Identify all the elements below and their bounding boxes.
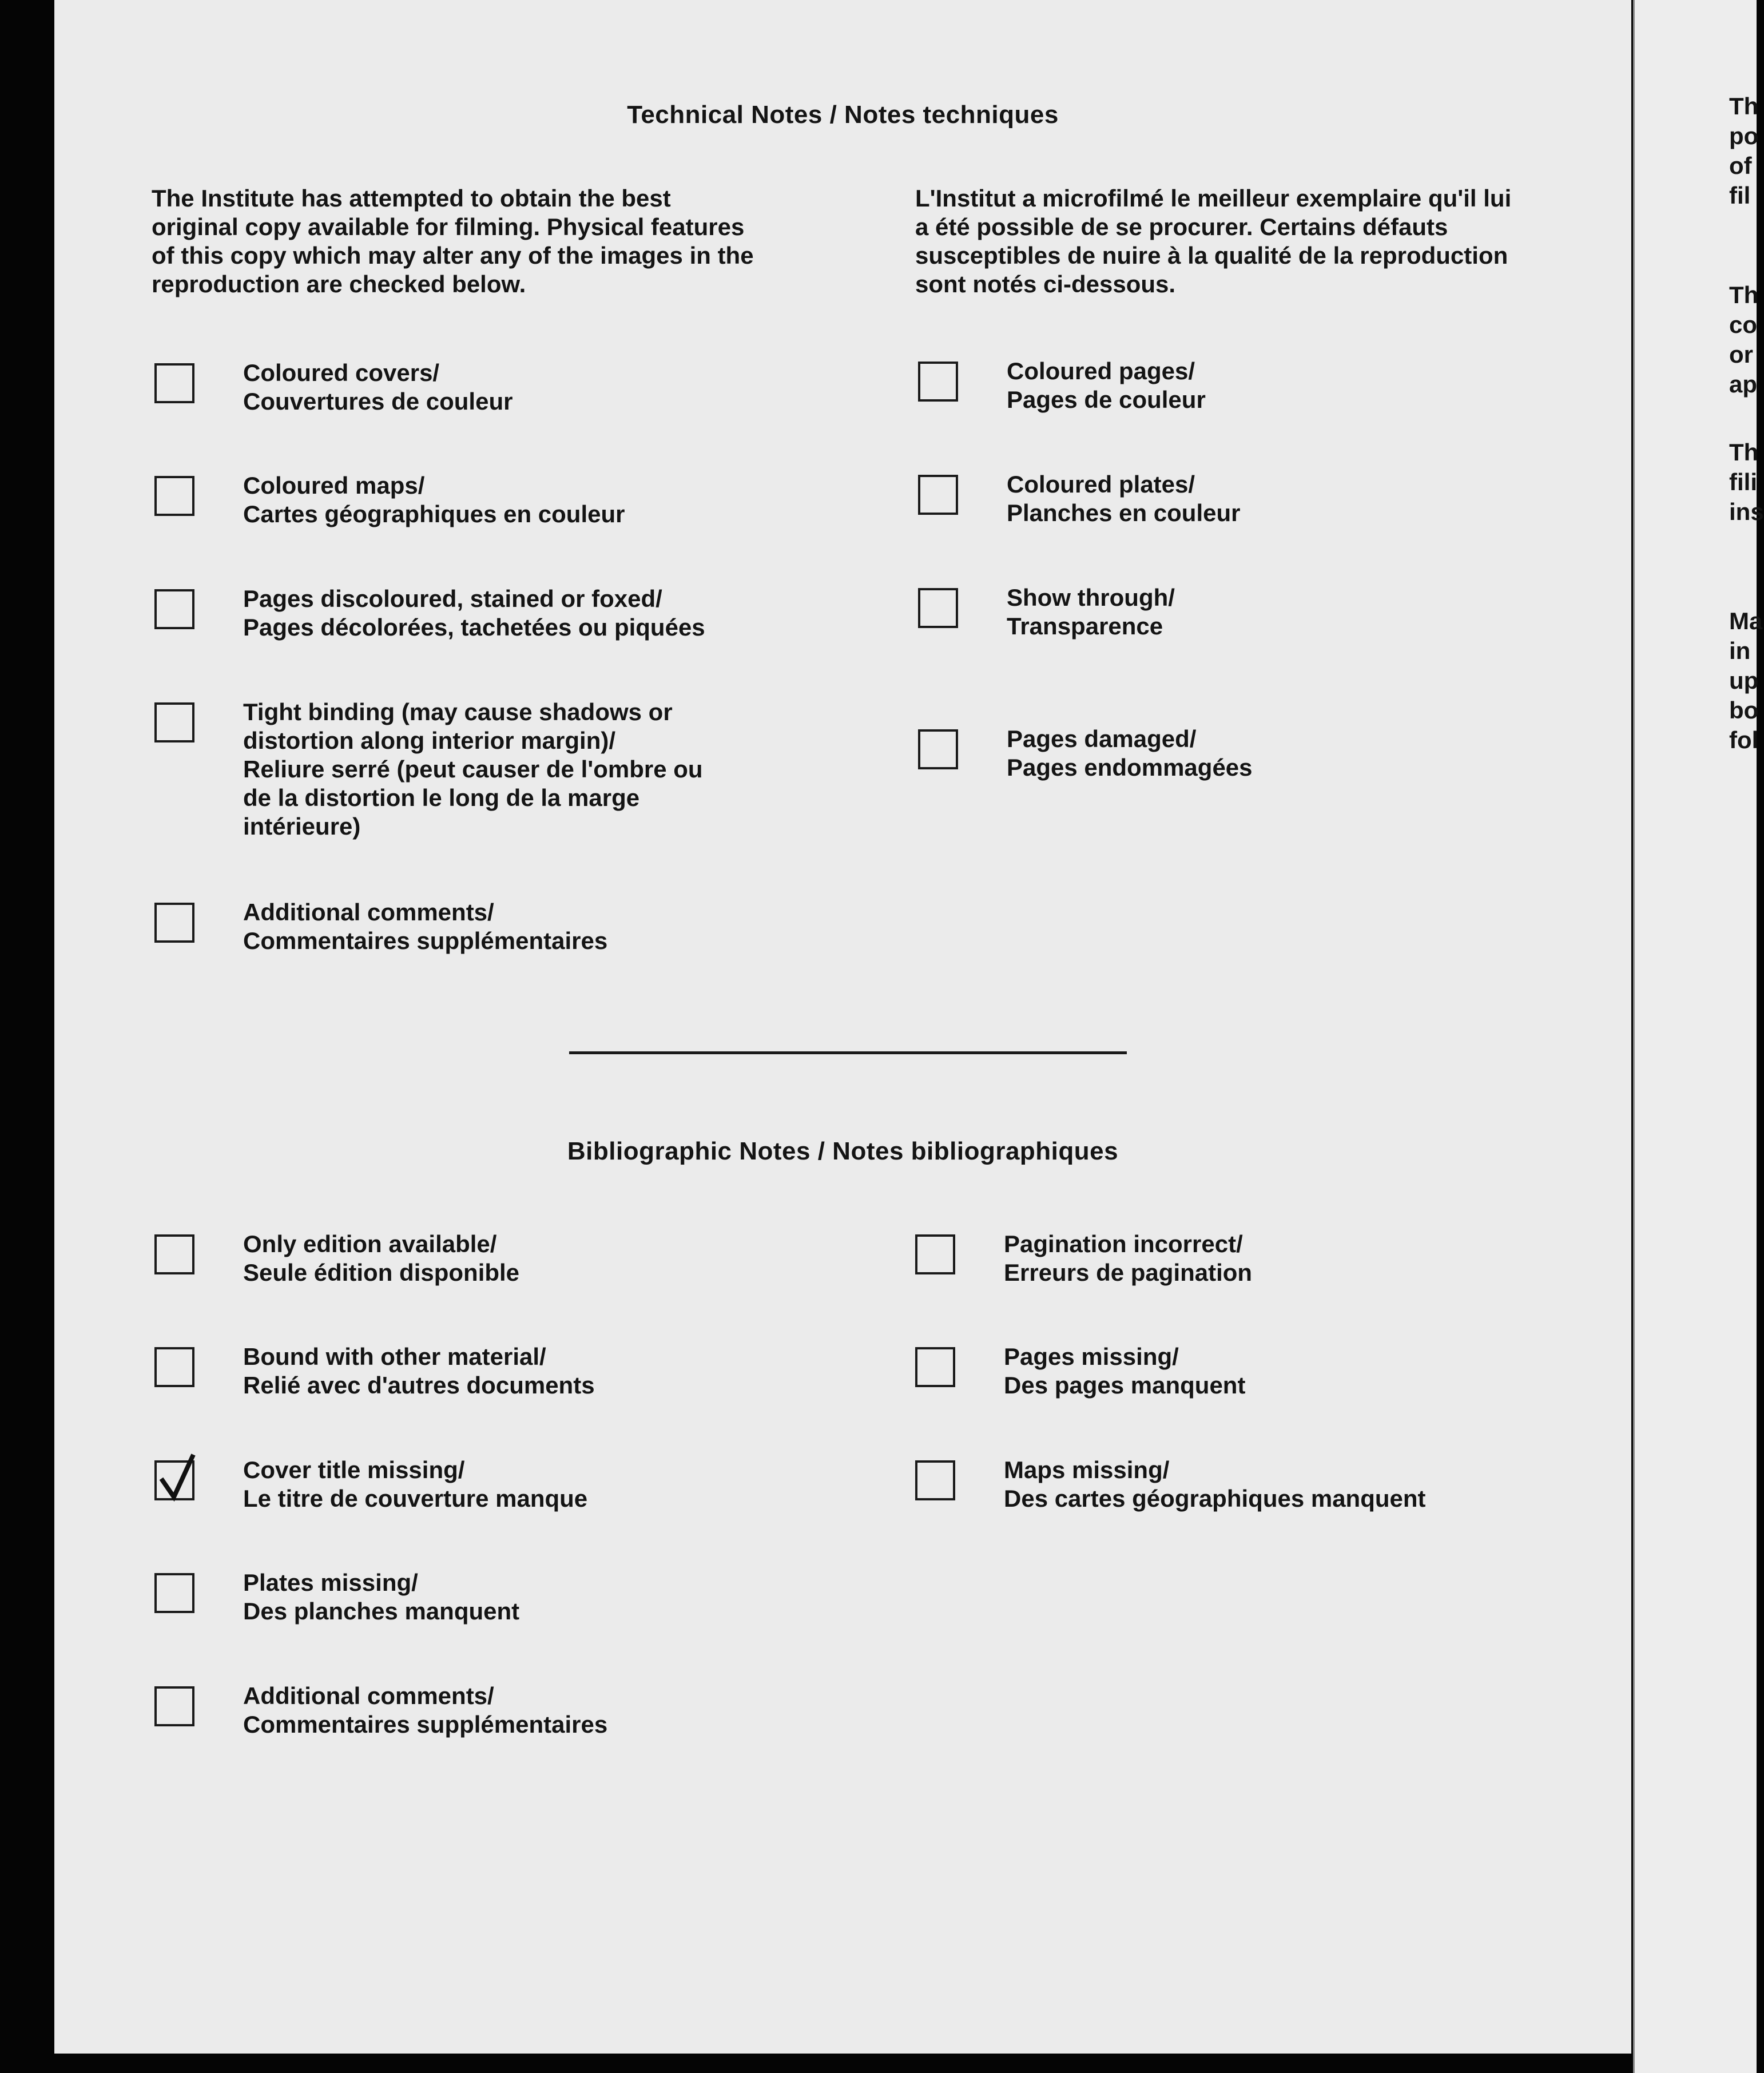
checkbox-label: Maps missing/ Des cartes géographiques manquent xyxy=(1004,1456,1426,1512)
checkbox-label: Coloured covers/ Couvertures de couleur xyxy=(243,359,513,415)
checkbox[interactable] xyxy=(154,363,194,403)
checkbox-label: Pages missing/ Des pages manquent xyxy=(1004,1343,1246,1399)
checkbox-label: Additional comments/ Commentaires supplémentaires xyxy=(243,1682,608,1738)
checkbox[interactable] xyxy=(915,1234,955,1274)
checkbox[interactable] xyxy=(154,903,194,943)
adjacent-text-block: Th po of fil xyxy=(1729,93,1759,209)
checkbox-label: Plates missing/ Des planches manquent xyxy=(243,1569,520,1625)
checkbox-label: Tight binding (may cause shadows or distortion along interior margin)/ Reliure serré (peut causer de l'ombre ou de la distortion le long de la marge intérieure) xyxy=(243,698,703,840)
checkbox[interactable] xyxy=(915,1347,955,1387)
adjacent-text-block: Th co or ap xyxy=(1729,281,1759,398)
checkbox[interactable] xyxy=(918,588,958,628)
checkbox[interactable] xyxy=(915,1460,955,1500)
checkbox[interactable] xyxy=(154,476,194,516)
checkbox-label: Only edition available/ Seule édition disponible xyxy=(243,1230,520,1286)
checkbox-label: Coloured plates/ Planches en couleur xyxy=(1007,471,1241,526)
notes-page xyxy=(54,0,1631,2054)
adjacent-text-block: Th fili ins xyxy=(1729,439,1764,525)
technical-notes-heading: Technical Notes / Notes techniques xyxy=(627,101,1059,129)
bibliographic-notes-heading: Bibliographic Notes / Notes bibliographiques xyxy=(567,1137,1119,1165)
checkbox[interactable] xyxy=(154,1573,194,1613)
checkmark-icon xyxy=(157,1452,197,1500)
section-divider xyxy=(569,1051,1127,1054)
checkbox-label: Additional comments/ Commentaires supplémentaires xyxy=(243,899,608,954)
intro-french: L'Institut a microfilmé le meilleur exemplaire qu'il lui a été possible de se procurer. Certains défauts susceptibles de nuire à la qualité de la reproduction sont notés ci-dessous. xyxy=(915,185,1512,297)
checkbox[interactable] xyxy=(154,589,194,629)
checkbox-label: Cover title missing/ Le titre de couverture manque xyxy=(243,1456,588,1512)
checkbox-label: Pagination incorrect/ Erreurs de pagination xyxy=(1004,1230,1253,1286)
checkbox[interactable] xyxy=(154,702,194,742)
checkbox[interactable] xyxy=(918,729,958,769)
checkbox-label: Bound with other material/ Relié avec d'autres documents xyxy=(243,1343,595,1399)
checkbox[interactable] xyxy=(918,475,958,515)
checkbox-label: Pages discoloured, stained or foxed/ Pages décolorées, tachetées ou piquées xyxy=(243,585,705,641)
checkbox-label: Coloured maps/ Cartes géographiques en couleur xyxy=(243,472,625,527)
intro-english: The Institute has attempted to obtain the best original copy available for filming. Physical features of this copy which may alter any of the images in the reproduction are checked below. xyxy=(152,185,754,297)
adjacent-page-edge xyxy=(1633,0,1764,2073)
checkbox-label: Pages damaged/ Pages endommagées xyxy=(1007,725,1253,781)
checkbox[interactable] xyxy=(154,1347,194,1387)
checkbox-label: Coloured pages/ Pages de couleur xyxy=(1007,358,1206,413)
checkbox[interactable] xyxy=(918,362,958,402)
checkbox[interactable] xyxy=(154,1686,194,1726)
checkbox[interactable] xyxy=(154,1234,194,1274)
adjacent-text-block: Ma in up bo fol xyxy=(1729,607,1763,753)
checkbox-label: Show through/ Transparence xyxy=(1007,584,1175,640)
